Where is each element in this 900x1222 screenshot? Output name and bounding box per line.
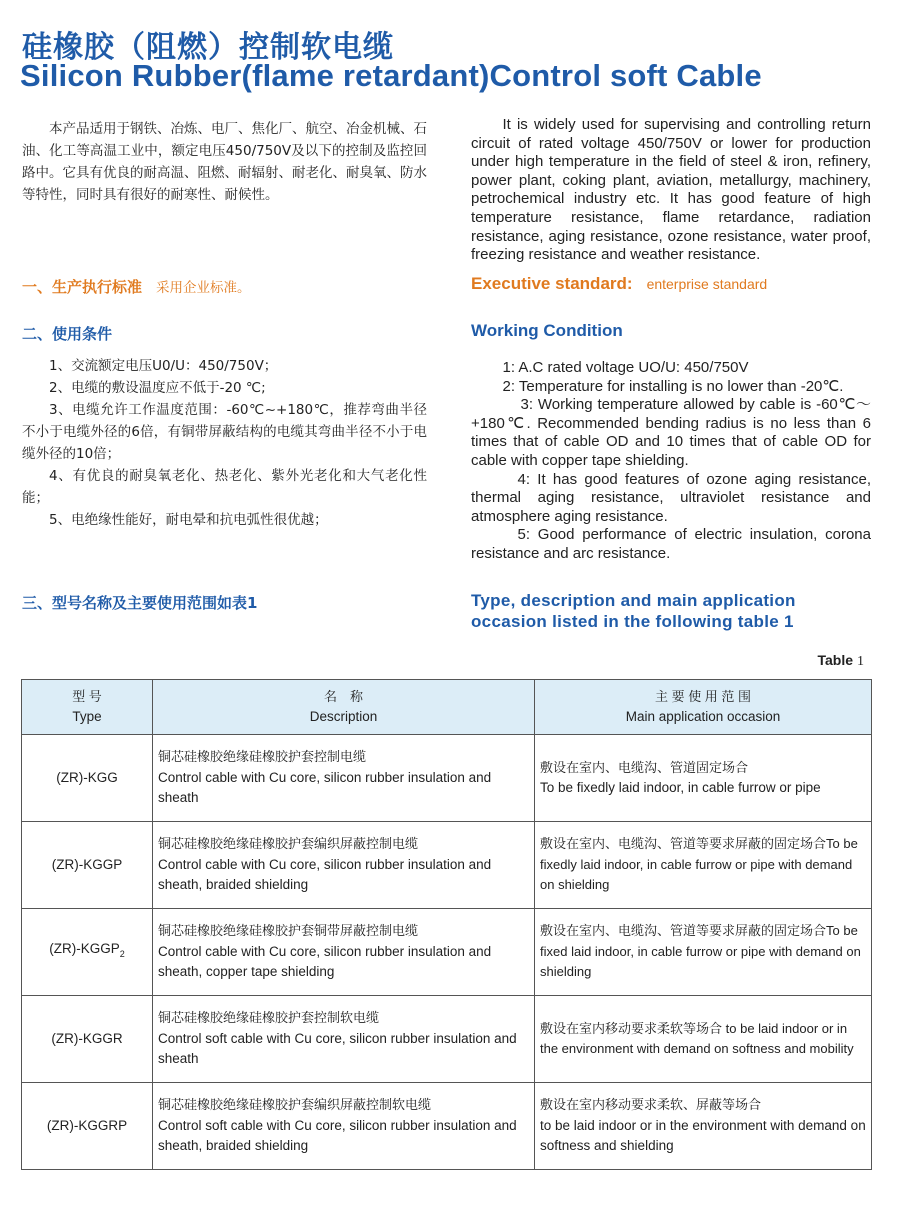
types-heading-cn: 三、型号名称及主要使用范围如表1	[22, 594, 258, 612]
type-subscript: 2	[119, 949, 125, 960]
type-code: (ZR)-KGGP	[49, 941, 120, 957]
header-description-cn: 名 称	[323, 689, 363, 704]
type-code: (ZR)-KGGP	[51, 856, 123, 872]
header-application-cn: 主 要 使 用 范 围	[654, 689, 752, 704]
header-type-en: Type	[72, 709, 102, 724]
conditions-heading-en: Working Condition	[471, 321, 623, 340]
cell-description	[153, 909, 535, 996]
standard-heading-cn: 一、生产执行标准	[22, 278, 143, 296]
type-table	[21, 679, 872, 1170]
table-row	[22, 735, 872, 822]
page-title-en: Silicon Rubber(flame retardant)Control soft Cable	[20, 58, 762, 93]
cell-description	[153, 996, 535, 1083]
header-type	[22, 680, 153, 735]
cell-application	[535, 909, 872, 996]
description-cn: 铜芯硅橡胶绝缘硅橡胶护套控制软电缆	[158, 1010, 380, 1026]
application-en: to be laid indoor or in the environment with demand on softness and mobility	[540, 1020, 854, 1056]
cell-type	[22, 1083, 153, 1170]
condition-item-cn: 4、有优良的耐臭氧老化、热老化、紫外光老化和大气老化性能；	[22, 468, 427, 506]
standard-heading-en: Executive standard:	[471, 274, 633, 293]
cell-application	[535, 822, 872, 909]
description-en: Control cable with Cu core, silicon rubber insulation and sheath, copper tape shielding	[158, 943, 492, 980]
condition-item-en: 3: Working temperature allowed by cable is -60℃～+180℃. Recommended bending radius is no less than 6 times that of cable OD and 10 times that of cable OD for cable with copper tape shielding.	[471, 396, 871, 469]
application-text	[540, 834, 866, 896]
intro-en-text: It is widely used for supervising and controlling return circuit of rated voltage 450/750V or lower for production under high temperature in the field of steel & iron, refinery, power plant, coking plant, aviation, metallurgy, machinery, petrochemical industry etc. It has good feature of high temperature resistance, flame retardance, radiation resistance, aging resistance, ozone resistance, water proof, freezing resistance and weather resistance.	[471, 116, 871, 264]
type-code: (ZR)-KGGRP	[46, 1117, 128, 1133]
header-description-en: Description	[309, 709, 378, 724]
standard-value-en: enterprise standard	[646, 276, 768, 292]
conditions-list-en	[471, 359, 871, 564]
description-cn: 铜芯硅橡胶绝缘硅橡胶护套控制电缆	[158, 749, 367, 765]
cell-type	[22, 822, 153, 909]
types-heading-en-wrap	[471, 590, 871, 632]
cell-type	[22, 909, 153, 996]
application-cn: 敷设在室内移动要求柔软等场合	[540, 1020, 723, 1036]
table-caption-number: 1	[857, 654, 864, 669]
description-en: Control soft cable with Cu core, silicon rubber insulation and sheath, braided shielding	[158, 1117, 517, 1154]
description-en: Control cable with Cu core, silicon rubber insulation and sheath, braided shielding	[158, 856, 492, 893]
description-cn: 铜芯硅橡胶绝缘硅橡胶护套铜带屏蔽控制电缆	[158, 923, 419, 939]
header-description	[153, 680, 535, 735]
intro-cn-text: 本产品适用于钢铁、冶炼、电厂、焦化厂、航空、冶金机械、石油、化工等高温工业中，额定电压450/750V及以下的控制及监控回路中。它具有优良的耐高温、阻燃、耐辐射、耐老化、耐臭氧、防水等特性，同时具有很好的耐寒性、耐候性。	[22, 121, 427, 203]
application-en: To be fixedly laid indoor, in cable furrow or pipe with demand on shielding	[540, 836, 858, 893]
type-code: (ZR)-KGGR	[51, 1030, 123, 1046]
table-row	[22, 996, 872, 1083]
description-en: Control cable with Cu core, silicon rubber insulation and sheath	[158, 769, 492, 806]
standard-cn	[22, 276, 427, 297]
standard-value-cn: 采用企业标准。	[156, 280, 251, 296]
types-heading-cn-wrap	[22, 592, 427, 613]
application-text	[540, 1019, 866, 1060]
application-cn: 敷设在室内、电缆沟、管道等要求屏蔽的固定场合	[540, 923, 827, 939]
table-row	[22, 1083, 872, 1170]
cell-description	[153, 735, 535, 822]
table-caption	[817, 652, 864, 670]
conditions-heading-en-wrap	[471, 321, 871, 341]
application-en: To be fixedly laid indoor, in cable furrow or pipe	[540, 780, 821, 795]
condition-item-en: 1: A.C rated voltage UO/U: 450/750V	[502, 359, 749, 376]
type-code: (ZR)-KGG	[56, 769, 118, 785]
table-header-row	[22, 680, 872, 735]
condition-item-en: 2: Temperature for installing is no lower than -20℃.	[502, 377, 844, 395]
standard-en	[471, 274, 871, 294]
application-cn: 敷设在室内、电缆沟、管道固定场合	[540, 759, 749, 775]
conditions-list-cn	[22, 355, 427, 531]
condition-item-en: 4: It has good features of ozone aging resistance, thermal aging resistance, ultraviolet resistance and atmosphere aging resistance.	[471, 470, 871, 525]
table-caption-label: Table	[817, 652, 853, 668]
cell-application	[535, 735, 872, 822]
table-row	[22, 909, 872, 996]
description-en: Control soft cable with Cu core, silicon rubber insulation and sheath	[158, 1030, 517, 1067]
cell-type	[22, 735, 153, 822]
cell-description	[153, 822, 535, 909]
application-cn: 敷设在室内、电缆沟、管道等要求屏蔽的固定场合	[540, 836, 827, 852]
condition-item-cn: 1、交流额定电压U0/U：450/750V；	[49, 358, 278, 374]
application-text	[540, 921, 866, 983]
condition-item-en: 5: Good performance of electric insulation, corona resistance and arc resistance.	[471, 526, 871, 562]
application-cn: 敷设在室内移动要求柔软、屏蔽等场合	[540, 1097, 762, 1113]
conditions-heading-cn-wrap	[22, 323, 427, 344]
header-application-en: Main application occasion	[625, 709, 781, 724]
table-row	[22, 822, 872, 909]
description-cn: 铜芯硅橡胶绝缘硅橡胶护套编织屏蔽控制软电缆	[158, 1097, 432, 1113]
types-heading-en: Type, description and main application occasion listed in the following table 1	[471, 591, 796, 631]
header-type-cn: 型 号	[72, 689, 102, 704]
cell-application	[535, 1083, 872, 1170]
intro-cn-block	[22, 118, 427, 206]
condition-item-cn: 5、电绝缘性能好，耐电晕和抗电弧性很优越；	[49, 512, 328, 528]
cell-type	[22, 996, 153, 1083]
cell-application	[535, 996, 872, 1083]
cell-description	[153, 1083, 535, 1170]
condition-item-cn: 2、电缆的敷设温度应不低于-20 ℃;	[49, 380, 266, 396]
page-title-cn: 硅橡胶（阻燃）控制软电缆	[22, 30, 394, 65]
intro-en-block	[471, 116, 871, 265]
condition-item-cn: 3、电缆允许工作温度范围：-60℃~+180℃，推荐弯曲半径不小于电缆外径的6倍，有铜带屏蔽结构的电缆其弯曲半径不小于电缆外径的10倍；	[22, 402, 427, 462]
description-cn: 铜芯硅橡胶绝缘硅橡胶护套编织屏蔽控制电缆	[158, 836, 419, 852]
application-en: to be laid indoor or in the environment with demand on softness and shielding	[540, 1117, 866, 1154]
application-en: To be fixed laid indoor, in cable furrow or pipe with demand on shielding	[540, 923, 861, 980]
header-application	[535, 680, 872, 735]
conditions-heading-cn: 二、使用条件	[22, 325, 113, 343]
